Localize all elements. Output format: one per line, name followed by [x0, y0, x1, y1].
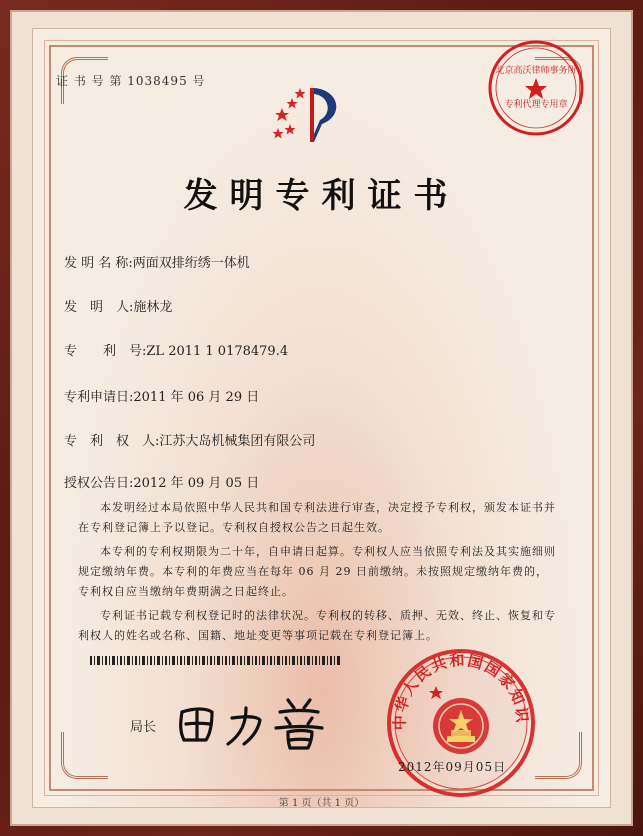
director-signature-icon: [170, 690, 370, 750]
body-paragraph: 本专利的专利权期限为二十年，自申请日起算。专利权人应当依照专利法及其实施细则规定缴纳年费。本专利的年费应当在每年 06 月 29 日前缴纳。未按照规定缴纳年费的，专利权自应当缴纳年费期满之日起终止。: [78, 545, 556, 598]
agency-seal-text: [486, 38, 586, 138]
field-label: 发 明 名 称:: [64, 256, 133, 271]
body-paragraph: 专利证书记载专利权登记时的法律状况。专利权的转移、质押、无效、终止、恢复和专利权人的姓名或名称、国籍、地址变更等事项记载在专利登记簿上。: [78, 609, 556, 642]
certificate-title: 发明专利证书: [183, 176, 460, 216]
corner-ornament: [535, 732, 582, 779]
field-inventor: [64, 296, 172, 315]
state-seal: [384, 646, 538, 800]
field-invention-name: [64, 252, 250, 271]
field-value: 两面双排绗绣一体机: [132, 256, 250, 271]
director-signature-block: [130, 690, 390, 750]
field-patent-number: [64, 340, 288, 359]
field-label: 专利申请日:: [64, 390, 134, 405]
agency-seal: [486, 38, 586, 138]
field-label: 专 利 号:: [64, 344, 147, 359]
certificate-number: 证 书 号 第 1038495 号: [56, 74, 206, 88]
state-seal-emblem-icon: [384, 646, 538, 800]
field-value: 2012 年 09 月 05 日: [133, 476, 260, 491]
field-value: 施林龙: [133, 300, 173, 315]
field-grant-date: [64, 472, 259, 491]
corner-ornament: [61, 732, 108, 779]
barcode-icon: [90, 656, 340, 665]
patent-office-emblem-icon: [270, 80, 350, 150]
body-paragraph: 本发明经过本局依照中华人民共和国专利法进行审查，决定授予专利权，颁发本证书并在专利登记簿上予以登记。专利权自授权公告之日起生效。: [78, 501, 556, 534]
field-value: ZL 2011 1 0178479.4: [146, 344, 289, 359]
director-label: 局长: [130, 720, 157, 735]
certificate-body: [78, 498, 558, 650]
state-seal-arc-text: 中华人民共和国国家知识: [390, 651, 532, 731]
field-label: 发 明 人:: [64, 300, 134, 315]
agency-seal-line: 北京高沃律师事务所: [495, 66, 577, 76]
field-label: 授权公告日:: [64, 476, 134, 491]
field-patentee: [64, 430, 315, 449]
seal-date: 2012年09月05日: [398, 760, 507, 774]
field-label: 专 利 权 人:: [64, 434, 160, 449]
field-value: 江苏大岛机械集团有限公司: [159, 434, 316, 449]
agency-seal-line: 专利代理专用章: [504, 100, 568, 110]
field-value: 2011 年 06 月 29 日: [133, 390, 260, 405]
page-footer: 第 1 页（共 1 页）: [278, 798, 365, 809]
field-application-date: [64, 386, 259, 405]
